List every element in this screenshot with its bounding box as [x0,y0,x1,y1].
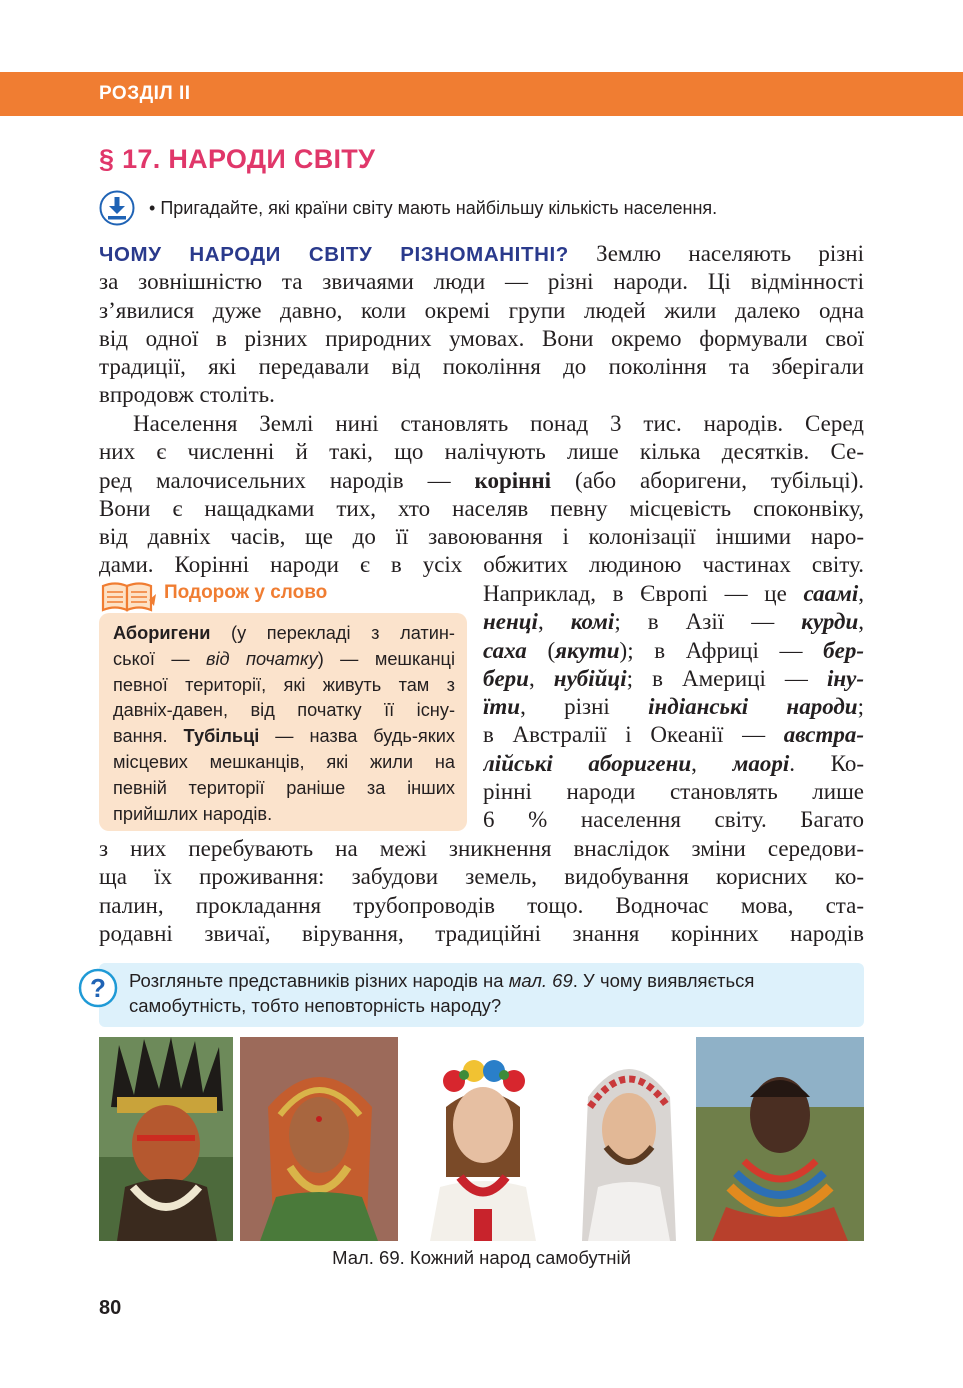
term-indigenous: корінні [474,467,552,493]
recall-text: Пригадайте, які країни світу мають найбільшу кількість населення. [160,198,718,218]
word-origin-header [99,580,467,614]
word-origin-box [99,613,467,831]
ukrainian-girl-wreath-photo [404,1037,562,1241]
feather-headdress-man-photo [99,1037,233,1241]
arab-man-keffiyeh-photo [568,1037,690,1241]
question-box [99,963,864,1027]
page-number: 80 [99,1297,122,1319]
indian-woman-photo [240,1037,398,1241]
question-text: Розгляньте представників різних народів на мал. 69. У чому виявляється самобутність, тобто неповторність народу? [129,970,755,1016]
paragraph-2: Населення Землі нині становлять понад 3 тис. народів. Серед них є численні й такі, що налічують лише кілька десятків. Се- ред малочисельних народів — корінні (або аборигени, тубільці). Вони є нащадками тих, хто населяв певну місцевість споконвіку, від давніх часів, ще до її завоювання і колонізації іншими наро- дами. Корінні народи є в усіх обжитих людиною частинах світу. [99,411,864,578]
word-origin-title: Подорож у слово [164,582,328,603]
paragraph-3: з них перебувають на межі зникнення внаслідок зміни середови- ща їх проживання: забудови земель, видобування корисних ко- палин, прокладання трубопроводів тощо. Водночас мова, ста- родавні звичаї, вірування, традиційні знання корінних народів [99,836,864,946]
svg-text:?: ? [90,973,106,1003]
african-woman-beads-photo [696,1037,864,1241]
section-header-band [0,72,963,116]
word-origin-text: Аборигени (у перекладі з латин- ської — від початку) — мешканці певної території, які живуть там з давніх-давен, від початку її існу- вання. Тубільці — назва будь-яких місцевих мешканців, які жили на певній території раніше за інших прийшлих народів. [113,623,455,824]
open-book-icon [99,580,157,614]
right-column-text: Наприклад, в Європі — це саамі, ненці, комі; в Азії — курди, саха (якути); в Африці — бер- бери, нубійці; в Америці — іну- їти, різні індіанські народи; в Австралії і Океанії — австра- лійські аборигени, маорі. Ко- рінні народи становлять лише 6 % населення світу. Багато [483,581,864,833]
bullet: • [149,198,156,218]
section-label: РОЗДІЛ II [99,83,191,104]
download-icon [99,190,135,226]
figure-caption: Мал. 69. Кожний народ самобутній [332,1247,631,1268]
recall-prompt [99,190,869,230]
paragraph-1: ЧОМУ НАРОДИ СВІТУ РІЗНОМАНІТНІ? Землю населяють різні за зовнішністю та звичаями люди — різні народи. Ці відмінності з’явилися дуже давно, коли окремі групи людей жили далеко одна від одної в різних природних умовах. Вони окремо формували свої традиції, які передавали від покоління до покоління та зберігали впродовж століть. [99,241,864,408]
question-mark-icon [78,968,118,1008]
subheading: ЧОМУ НАРОДИ СВІТУ РІЗНОМАНІТНІ? [99,243,569,266]
page-title: § 17. НАРОДИ СВІТУ [99,144,376,174]
